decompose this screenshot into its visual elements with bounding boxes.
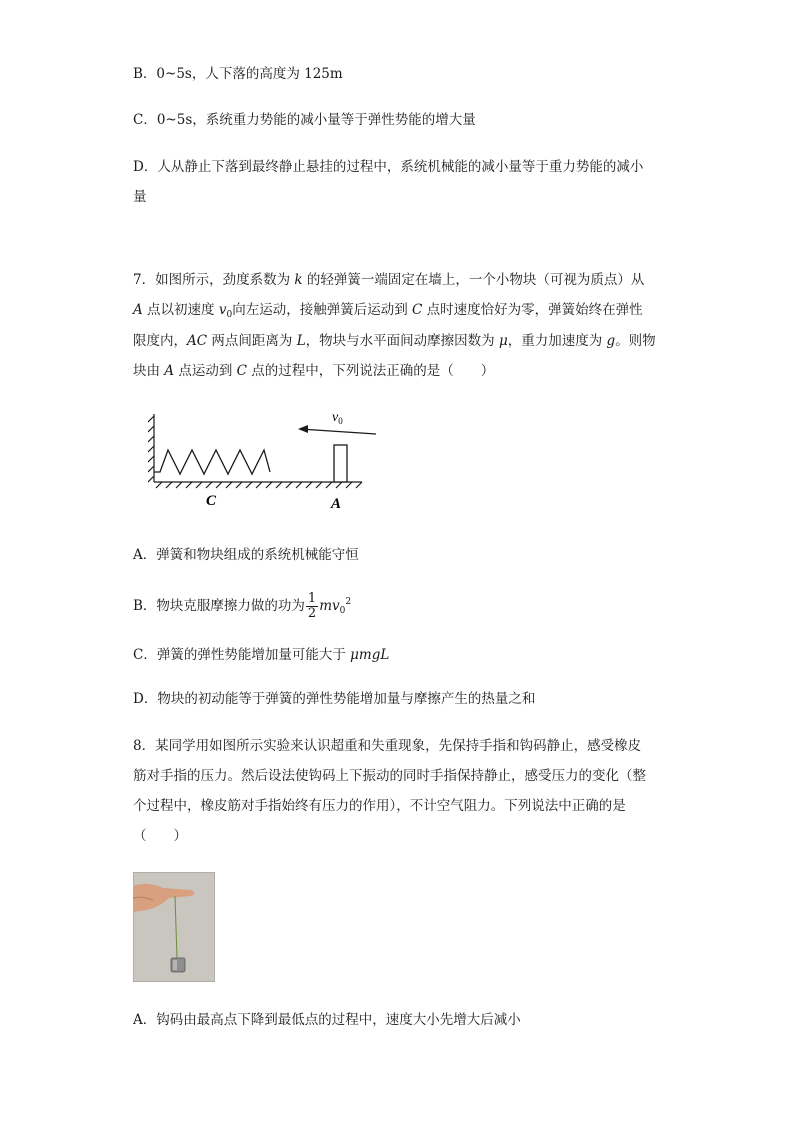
spring-block-figure (148, 404, 378, 514)
block (334, 445, 347, 482)
q7-stem-line3: 限度内，AC 两点间距离为 L，物块与水平面间动摩擦因数为 μ，重力加速度为 g。则物 (133, 333, 656, 349)
q6-option-d-line1: D．人从静止下落到最终静止悬挂的过程中，系统机械能的减小量等于重力势能的减小 (133, 159, 644, 175)
q7-stem-line2: A 点以初速度 $v_0$向左运动，接触弹簧后运动到 C 点时速度恰好为零，弹簧始终在弹性 (133, 302, 643, 320)
label-v0: $v_0$ (332, 410, 343, 426)
q7-stem-line4: 块由 A 点运动到 C 点的过程中，下列说法正确的是（ ） (133, 363, 495, 379)
q6-option-d-line2: 量 (133, 189, 147, 205)
q8-stem-line3: 个过程中，橡皮筋对手指始终有压力的作用），不计空气阻力。下列说法中正确的是 (133, 798, 626, 814)
fraction-one-half: $\frac{1}{2}$ (307, 591, 317, 621)
q8-stem-line2: 筋对手指的压力。然后设法使钩码上下振动的同时手指保持静止，感受压力的变化（整 (133, 768, 646, 784)
q8-stem-line4: （ ） (133, 828, 187, 844)
q8-stem-line1: 8．某同学用如图所示实验来认识超重和失重现象，先保持手指和钩码静止，感受橡皮 (133, 738, 642, 754)
q6-option-b: B．0~5s，人下落的高度为 125m (133, 66, 343, 82)
q6-option-c: C．0~5s，系统重力势能的减小量等于弹性势能的增大量 (133, 112, 476, 128)
q7-option-a: A．弹簧和物块组成的系统机械能守恒 (133, 547, 359, 563)
q7-stem-line1: 7．如图所示，劲度系数为 k 的轻弹簧一端固定在墙上，一个小物块（可视为质点）从 (133, 272, 645, 288)
spring (154, 450, 270, 474)
hand-weight-photo (133, 872, 215, 982)
label-a: A (331, 496, 342, 512)
velocity-arrow (298, 425, 376, 434)
q7-option-c: C．弹簧的弹性势能增加量可能大于 μmgL (133, 647, 390, 663)
label-c: C (206, 493, 217, 509)
ground (154, 482, 362, 488)
wall (148, 414, 154, 482)
q8-option-a: A．钩码由最高点下降到最低点的过程中，速度大小先增大后减小 (133, 1012, 521, 1028)
q7-option-d: D．物块的初动能等于弹簧的弹性势能增加量与摩擦产生的热量之和 (133, 691, 536, 707)
q7-option-b: B．物块克服摩擦力做的功为 $\frac{1}{2}$ $mv_0^2$ (133, 591, 352, 621)
